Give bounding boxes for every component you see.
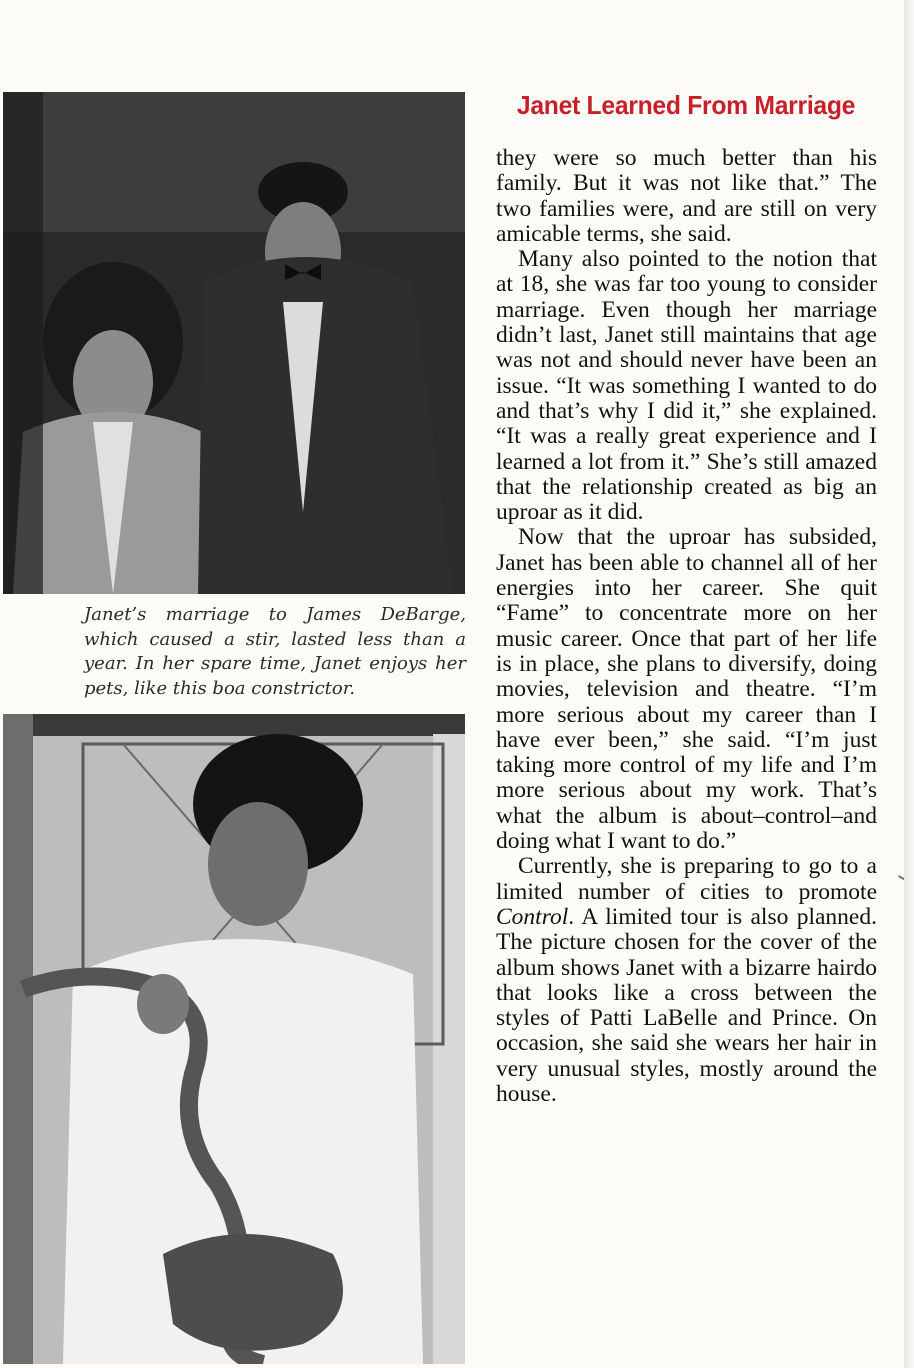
photo-caption: Janet’s marriage to James DeBarge, which caused a stir, lasted less than a year. In her spare time, Janet enjoys her pets, like this boa constrictor. <box>84 604 466 699</box>
paragraph-3: Now that the uproar has subsided, Janet has been able to channel all of her energies into her career. She quit “Fame” to concentrate more on her music career. Once that part of her life is in place, she plans to diversify, doing movies, television and theatre. “I’m more serious about my career than I have ever been,” she said. “I’m just taking more control of my life and I’m more serious about my work. That’s what the album is about–control–and doing what I want to do.” <box>496 524 877 855</box>
photo-bottom-image <box>3 714 465 1364</box>
paragraph-4 <box>496 854 877 1107</box>
album-title: Control <box>496 903 569 930</box>
photo-top-image <box>3 92 465 594</box>
paragraph-4-after: . A limited tour is also planned. The picture chosen for the cover of the album shows Janet with a bizarre hairdo that looks like a cross between the styles of Patti LaBelle and Prince. On occasion, she said she wears her hair in very unusual styles, mostly around the house. <box>496 903 877 1107</box>
page-edge <box>904 0 914 1368</box>
article-body <box>496 146 877 1107</box>
paragraph-1: they were so much better than his family. But it was not like that.” The two families were, and are still on very amicable terms, she said. <box>496 145 877 247</box>
paragraph-4-before: Currently, she is preparing to go to a limited number of cities to promote <box>496 853 877 905</box>
photo-janet-and-james-debarge <box>3 92 465 594</box>
article-headline: Janet Learned From Marriage <box>516 90 856 120</box>
paragraph-2: Many also pointed to the notion that at 18, she was far too young to consider marriage. Even though her marriage didn’t last, Janet still maintains that age was not and should never have been an issue. “It was something I wanted to do and that’s why I did it,” she explained. “It was a really great experience and I learned a lot from it.” She’s still amazed that the relationship created as big an uproar as it did. <box>496 246 877 526</box>
photo-janet-with-boa-constrictor <box>3 714 465 1364</box>
